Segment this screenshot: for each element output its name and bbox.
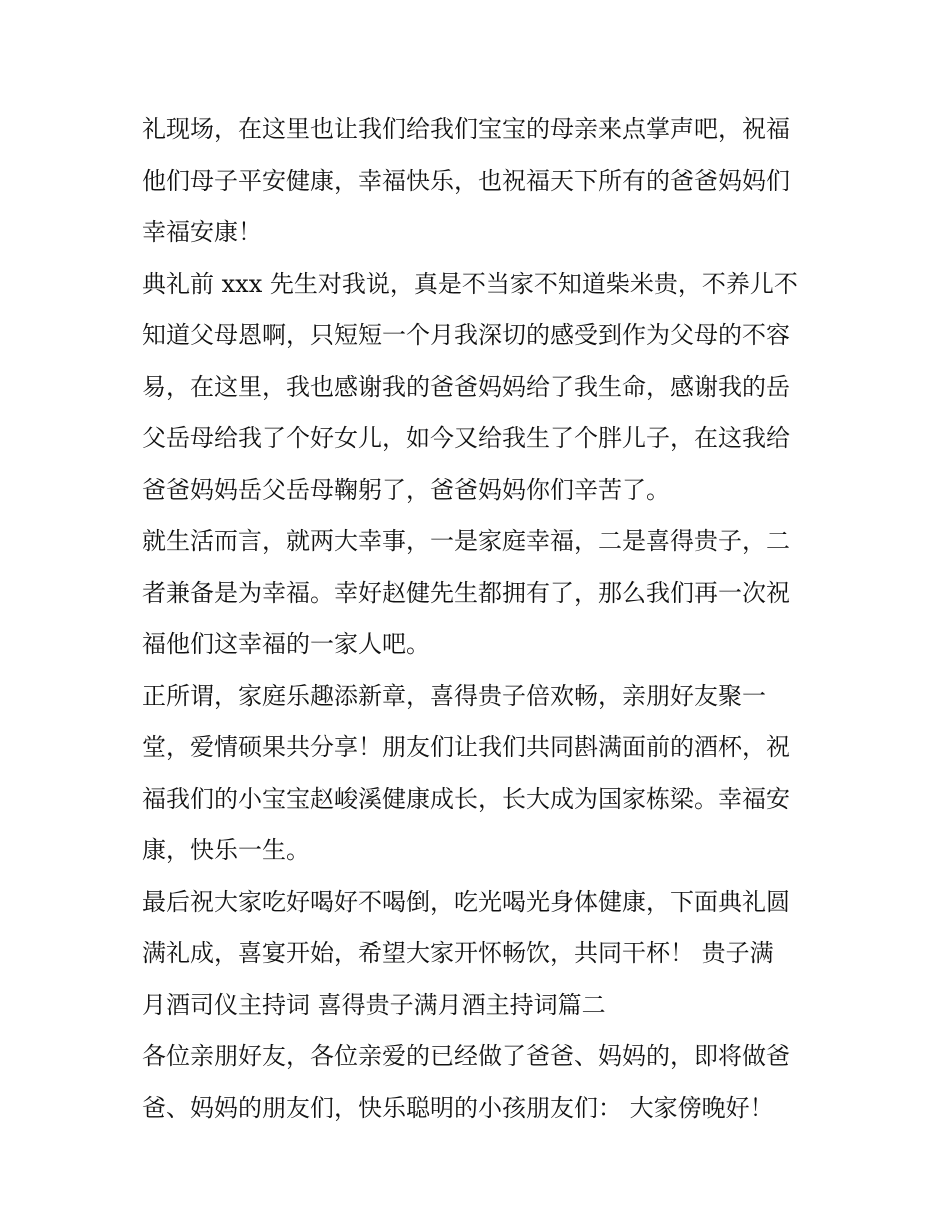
text-line: 易，在这里，我也感谢我的爸爸妈妈给了我生命，感谢我的岳 — [142, 372, 790, 401]
text-line: 典礼前 xxx 先生对我说，真是不当家不知道柴米贵，不养儿不 — [142, 269, 798, 298]
text-line: 者兼备是为幸福。幸好赵健先生都拥有了，那么我们再一次祝 — [142, 578, 790, 607]
text-line: 幸福安康！ — [142, 218, 262, 246]
text-line: 福他们这幸福的一家人吧。 — [142, 630, 430, 658]
text-line: 月酒司仪主持词 喜得贵子满月酒主持词篇二 — [142, 990, 606, 1019]
document-body — [142, 104, 814, 1134]
text-line: 正所谓，家庭乐趣添新章，喜得贵子倍欢畅，亲朋好友聚一 — [142, 681, 766, 710]
text-line: 知道父母恩啊，只短短一个月我深切的感受到作为父母的不容 — [142, 321, 790, 349]
text-line: 最后祝大家吃好喝好不喝倒，吃光喝光身体健康，下面典礼圆 — [142, 887, 790, 916]
text-line: 福我们的小宝宝赵峻溪健康成长，长大成为国家栋梁。幸福安 — [142, 784, 790, 813]
text-line: 满礼成，喜宴开始，希望大家开怀畅饮，共同干杯！ 贵子满 — [142, 939, 774, 967]
text-line: 堂，爱情硕果共分享！朋友们让我们共同斟满面前的酒杯，祝 — [142, 733, 790, 761]
text-line: 康，快乐一生。 — [142, 836, 310, 864]
text-line: 爸爸妈妈岳父岳母鞠躬了，爸爸妈妈你们辛苦了。 — [142, 475, 670, 504]
text-line: 各位亲朋好友，各位亲爱的已经做了爸爸、妈妈的，即将做爸 — [142, 1042, 790, 1070]
text-line: 礼现场，在这里也让我们给我们宝宝的母亲来点掌声吧，祝福 — [142, 115, 790, 143]
text-line: 父岳母给我了个好女儿，如今又给我生了个胖儿子，在这我给 — [142, 424, 790, 452]
text-line: 爸、妈妈的朋友们，快乐聪明的小孩朋友们： 大家傍晚好！ — [142, 1093, 774, 1122]
text-line: 他们母子平安健康，幸福快乐，也祝福天下所有的爸爸妈妈们 — [142, 166, 790, 195]
text-line: 就生活而言，就两大幸事，一是家庭幸福，二是喜得贵子，二 — [142, 527, 790, 555]
